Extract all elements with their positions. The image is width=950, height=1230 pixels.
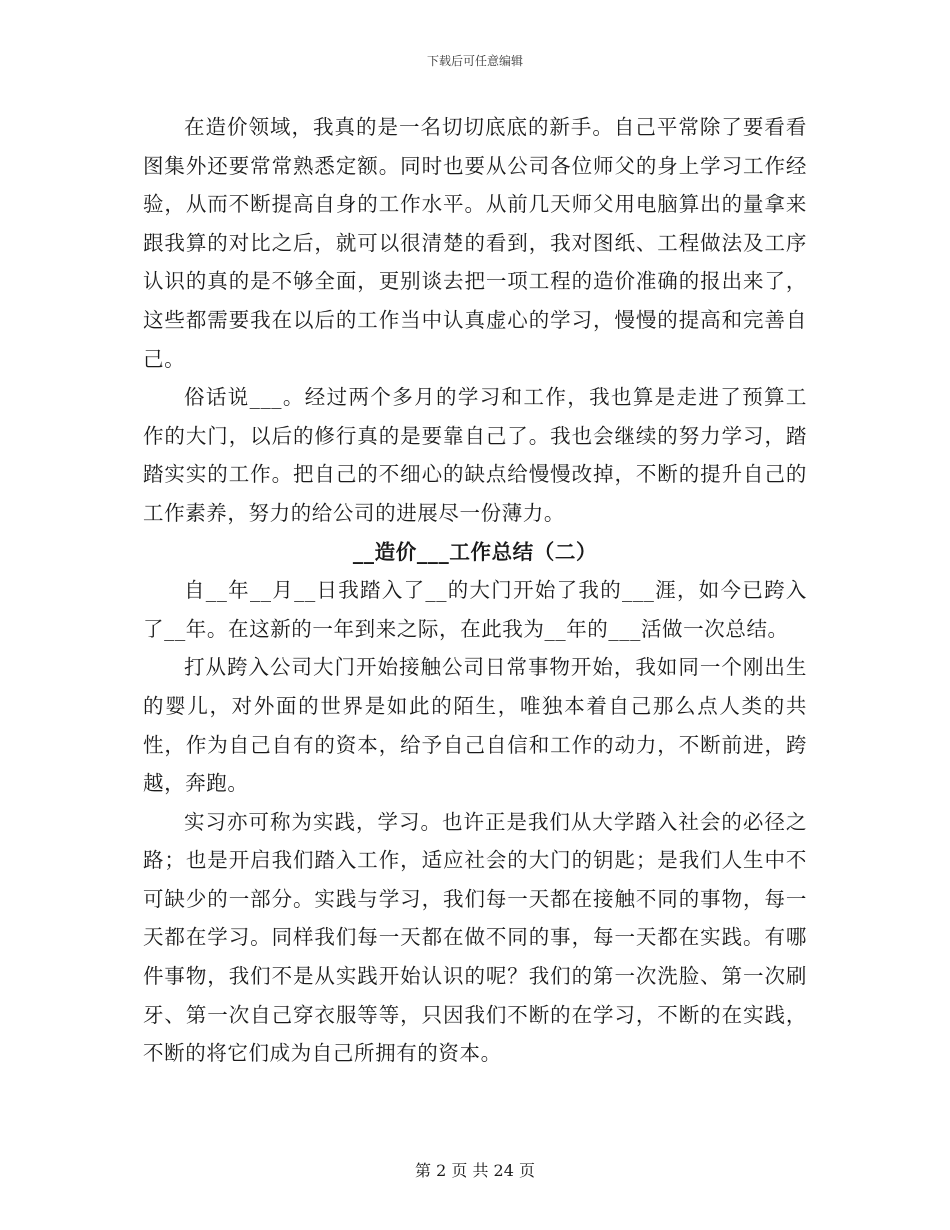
paragraph: 俗话说___。经过两个多月的学习和工作，我也算是走进了预算工作的大门，以后的修行真的是要靠自己了。我也会继续的努力学习，踏踏实实的工作。把自己的不细心的缺点给慢慢改掉，不断的提升自己的工作素养，努力的给公司的进展尽一份薄力。 — [143, 385, 807, 525]
paragraph: 实习亦可称为实践，学习。也许正是我们从大学踏入社会的必径之路；也是开启我们踏入工作，适应社会的大门的钥匙；是我们人生中不可缺少的一部分。实践与学习，我们每一天都在接触不同的事物，每一天都在学习。同样我们每一天都在做不同的事，每一天都在实践。有哪件事物，我们不是从实践开始认识的呢？我们的第一次洗脸、第一次刷牙、第一次自己穿衣服等等，只因我们不断的在学习，不断的在实践，不断的将它们成为自己所拥有的资本。 — [143, 809, 807, 1066]
page-number: 第 2 页 共 24 页 — [415, 1161, 535, 1180]
page-header: 下载后可任意编辑 — [426, 54, 523, 68]
paragraph: 自__年__月__日我踏入了__的大门开始了我的___涯，如今已跨入了__年。在这新的一年到来之际，在此我为__年的___活做一次总结。 — [143, 578, 807, 641]
document-body — [143, 108, 807, 1073]
paragraph: 在造价领域，我真的是一名切切底底的新手。自己平常除了要看看图集外还要常常熟悉定额。同时也要从公司各位师父的身上学习工作经验，从而不断提高自身的工作水平。从前几天师父用电脑算出的量拿来跟我算的对比之后，就可以很清楚的看到，我对图纸、工程做法及工序认识的真的是不够全面，更别谈去把一项工程的造价准确的报出来了，这些都需要我在以后的工作当中认真虚心的学习，慢慢的提高和完善自己。 — [143, 115, 807, 371]
section-title: __造价___工作总结（二） — [352, 539, 598, 564]
paragraph: 打从跨入公司大门开始接触公司日常事物开始，我如同一个刚出生的婴儿，对外面的世界是如此的陌生，唯独本着自己那么点人类的共性，作为自己自有的资本，给予自己自信和工作的动力，不断前进，跨越，奔跑。 — [143, 655, 807, 796]
